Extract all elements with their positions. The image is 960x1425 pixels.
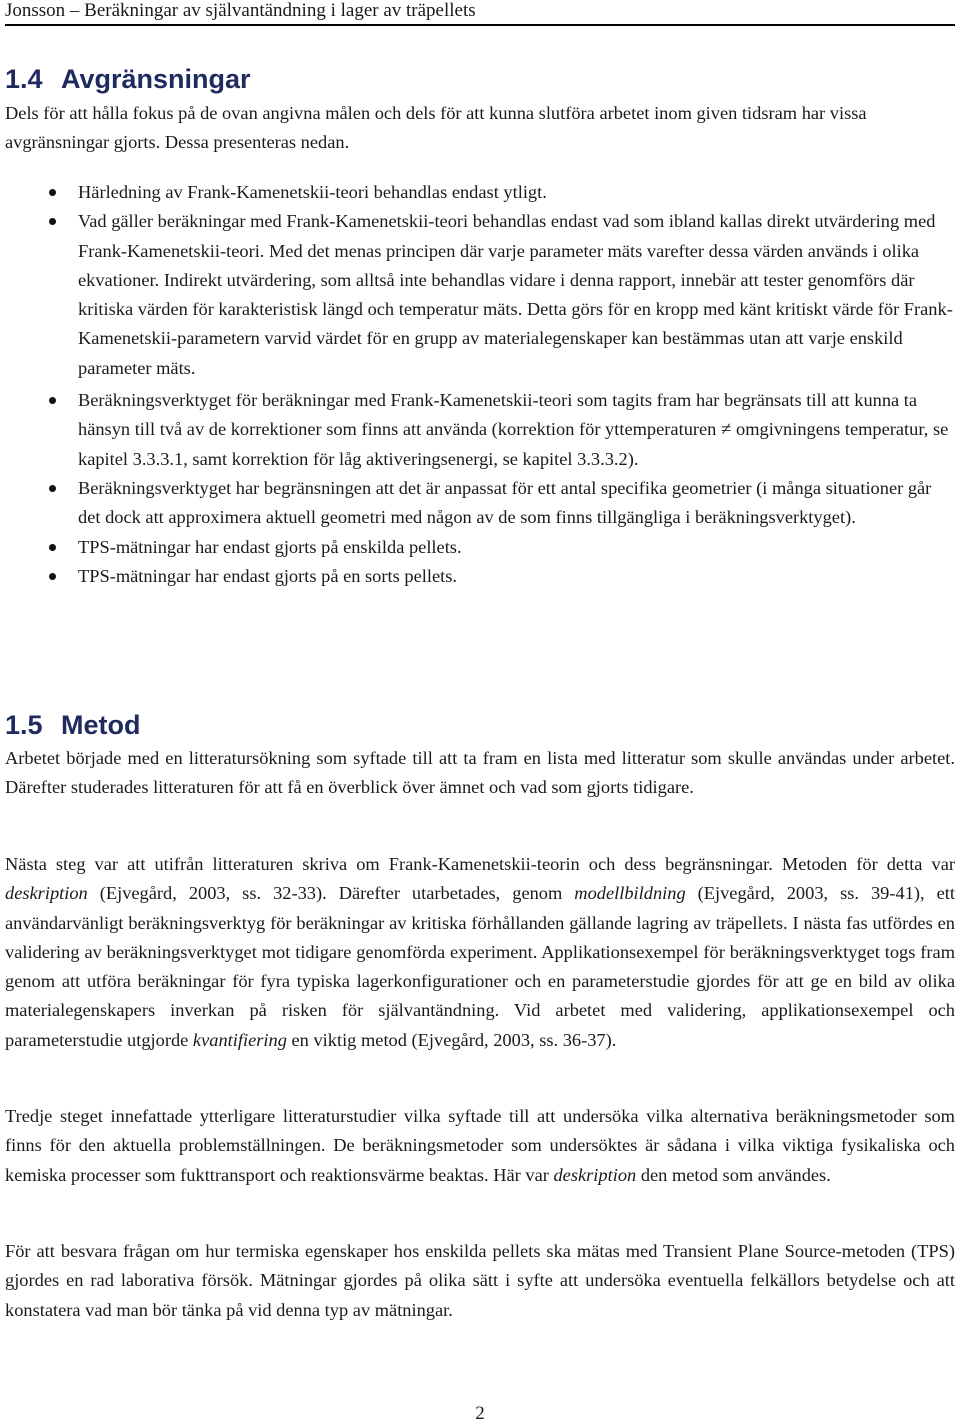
list-item [5, 207, 955, 383]
list-item [5, 178, 955, 207]
section-number: 1.5 [5, 710, 43, 740]
list-item [5, 386, 955, 474]
section-heading-metod [5, 709, 140, 741]
bullet-icon [49, 485, 56, 492]
emphasis-deskription: deskription [553, 1164, 637, 1185]
list-item-text-part1: Beräkningsverktyget för beräkningar med Frank-Kamenetskii-teori som tagits fram har begränsats till att kunna ta hänsyn till två av de korrektioner som finns att använda (korrektion för yttemperaturen [78, 390, 918, 440]
text-run: den metod som användes. [636, 1164, 831, 1185]
text-run: (Ejvegård, 2003, ss. 32-33). Därefter utarbetades, genom [87, 883, 575, 904]
section-number: 1.4 [5, 64, 43, 94]
page-number: 2 [475, 1403, 485, 1424]
list-item-text: TPS-mätningar har endast gjorts på enskilda pellets. [78, 536, 462, 557]
section-heading-avgransningar [5, 63, 251, 95]
list-item-text: Beräkningsverktyget har begränsningen att det är anpassat för ett antal specifika geometrier (i många situationer går det dock att approximera aktuell geometri med någon av de som finns tillgängliga i beräkningsverktyget). [78, 477, 932, 528]
list-item [5, 562, 955, 591]
bullet-icon [49, 573, 56, 580]
list-item [5, 474, 955, 533]
avgransningar-list [5, 178, 955, 591]
list-item-text-part1: Vad gäller beräkningar med Frank-Kamenetskii-teori behandlas endast vad som ibland kallas direkt utvärdering med Frank-Kamenetskii-teori. [78, 211, 936, 261]
emphasis-modellbildning: modellbildning [574, 883, 686, 904]
bullet-icon [49, 189, 56, 196]
not-equal-symbol: ≠ [720, 419, 732, 441]
emphasis-deskription: deskription [5, 883, 88, 904]
list-item-text-part3: Indirekt utvärdering, som alltså inte behandlas vidare i denna rapport, innebär att tester genomförs där kritiska värden för karakteristisk längd och temperatur mäts. Detta görs för en kropp med känt kritiskt värde för Frank-Kamenetskii-parametern varvid värdet för en grupp av materialegenskaper kan bestämmas utan att varje enskild parameter mäts. [78, 269, 953, 378]
metod-paragraph-2 [5, 850, 955, 1055]
text-run: Nästa steg var att utifrån litteraturen skriva om Frank-Kamenetskii-teorin och dess begränsningar. Metoden för detta var [5, 854, 955, 874]
list-item-text: Härledning av Frank-Kamenetskii-teori behandlas endast ytligt. [78, 182, 547, 202]
list-item-text: TPS-mätningar har endast gjorts på en sorts pellets. [78, 565, 457, 586]
list-item-text-part2: omgivningens temperatur, se kapitel 3.3.3.1, samt korrektion för låg aktiveringsenergi, se kapitel 3.3.3.2). [78, 419, 949, 469]
list-item [5, 533, 955, 562]
avgransningar-intro: Dels för att hålla fokus på de ovan angivna målen och dels för att kunna slutföra arbetet inom given tidsram har vissa avgränsningar gjorts. Dessa presenteras nedan. [5, 103, 867, 153]
section-title: Metod [61, 710, 141, 740]
list-item-text-part2: Med det menas principen där varje parameter mäts varefter dessa värden används i olika ekvationer. [78, 240, 920, 290]
metod-paragraph-4: För att besvara frågan om hur termiska egenskaper hos enskilda pellets ska mätas med Transient Plane Source-metoden (TPS) gjordes en rad laborativa försök. Mätningar gjordes på olika sätt i syfte att undersöka eventuella felkällors betydelse och att konstatera vad man bör tänka på vid denna typ av mätningar. [5, 1241, 955, 1320]
text-run: Tredje steget innefattade ytterligare litteraturstudier vilka syftade till att undersöka vilka alternativa beräkningsmetoder som finns för den aktuella problemställningen. De beräkningsmetoder som undersöktes är sådana i vilka viktiga fysikaliska och kemiska processer som fukttransport och reaktionsvärme beaktas. Här var [5, 1106, 955, 1185]
running-title: Jonsson – Beräkningar av självantändning i lager av träpellets [5, 0, 476, 21]
bullet-icon [49, 397, 56, 404]
section-title: Avgränsningar [61, 64, 251, 94]
bullet-icon [49, 218, 56, 225]
bullet-icon [49, 544, 56, 551]
text-run: (Ejvegård, 2003, ss. 39-41), ett användarvänligt beräkningsverktyg för beräkningar av kritiska förhållanden gällande lagring av träpellets. I nästa fas utfördes en validering av beräkningsverktyget mot tidigare genomförda experiment. Applikationsexempel för beräkningsverktyget togs fram genom att utföra beräkningar för fyra typiska lagerkonfigurationer och en parameterstudie gjordes för att ge en bild av olika materialegenskapers inverkan på risken för självantändning. Vid arbetet med validering, applikationsexempel och parameterstudie utgjorde [5, 883, 955, 1050]
running-header [5, 0, 955, 26]
emphasis-kvantifiering: kvantifiering [192, 1029, 287, 1050]
metod-paragraph-3 [5, 1102, 955, 1190]
metod-paragraph-1: Arbetet började med en litteratursökning som syftade till att ta fram en lista med litteratur som skulle användas under arbetet. Därefter studerades litteraturen för att få en överblick över ämnet och vad som gjorts tidigare. [5, 748, 955, 798]
text-run: en viktig metod (Ejvegård, 2003, ss. 36-37). [286, 1029, 617, 1050]
